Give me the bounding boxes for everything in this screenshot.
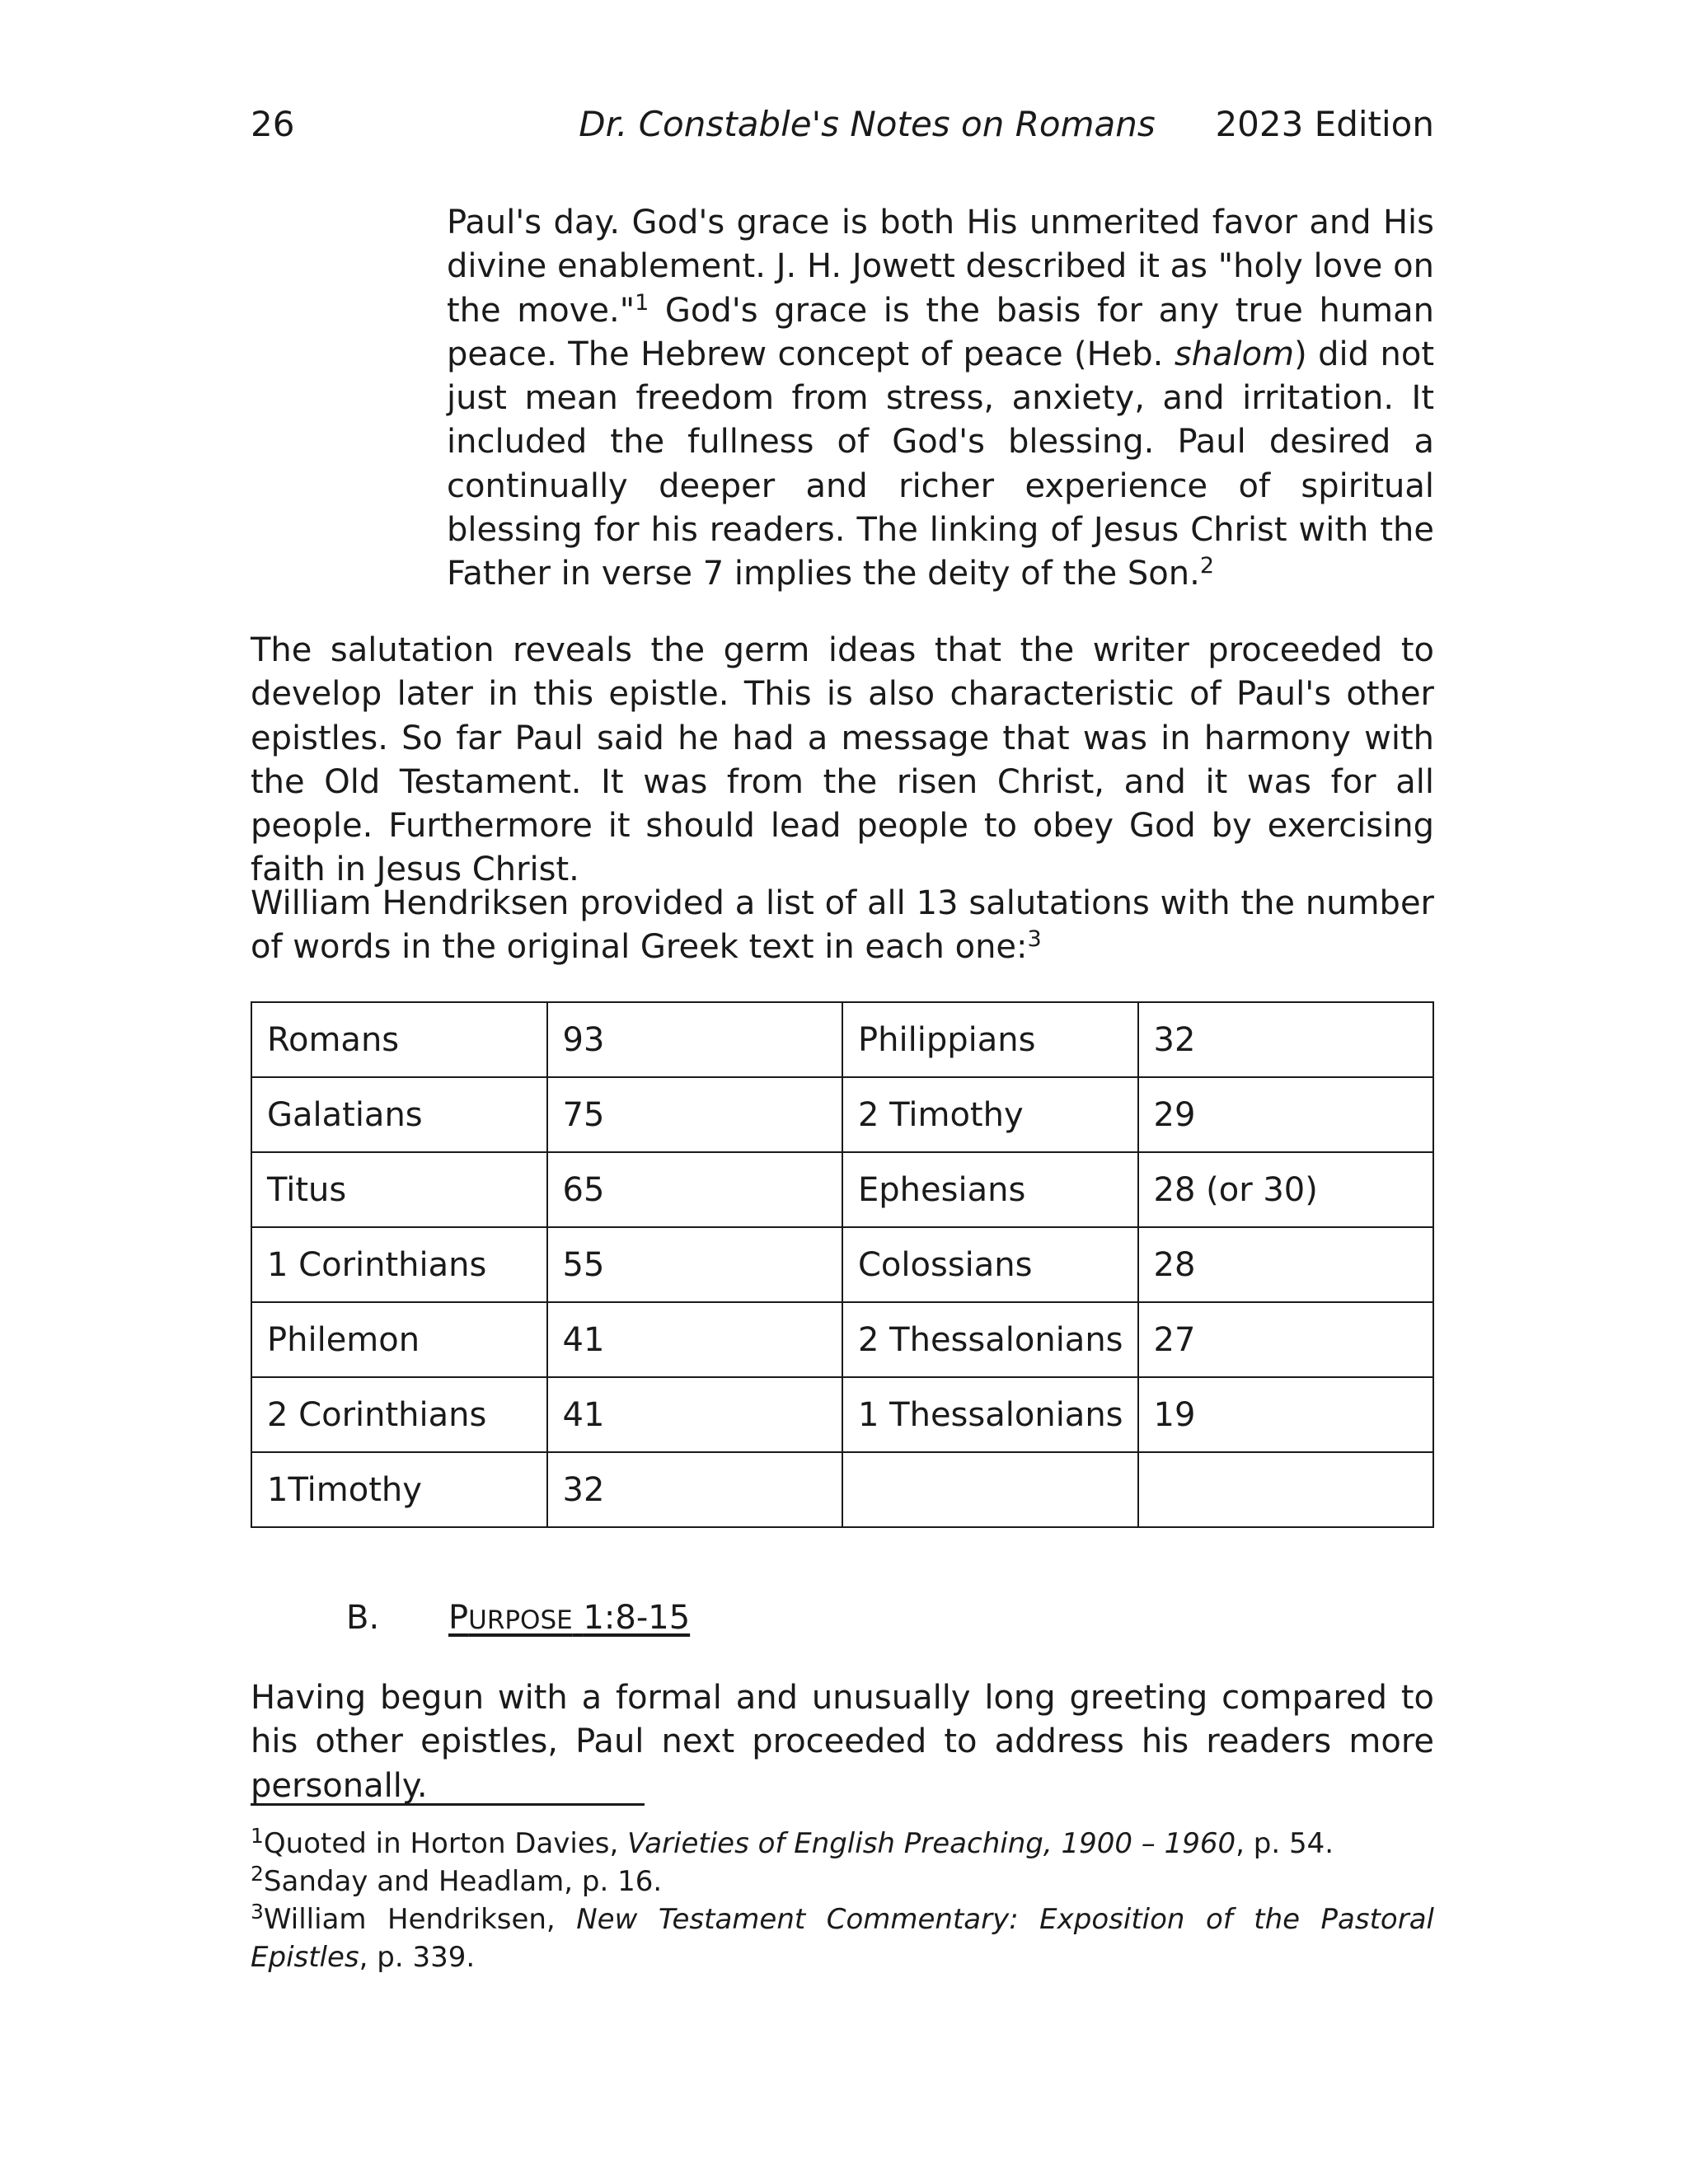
section-title-rest: URPOSE: [468, 1605, 573, 1635]
table-cell: 93: [547, 1002, 843, 1077]
table-cell: Romans: [251, 1002, 547, 1077]
quote-text-1: Paul's day. God's grace is both His unmerited favor and His divine enablement. J. H. Jowett described it as "holy love on the move.": [447, 204, 1434, 330]
table-cell: 2 Corinthians: [251, 1377, 547, 1452]
book-title: Dr. Constable's Notes on Romans: [579, 104, 1156, 144]
table-cell: Ephesians: [842, 1152, 1138, 1227]
footnote-divider: [251, 1803, 645, 1806]
table-cell: 55: [547, 1227, 843, 1302]
table-cell: 1 Corinthians: [251, 1227, 547, 1302]
block-quote: [447, 201, 1434, 597]
footnote-text: , p. 339.: [359, 1941, 476, 1974]
paragraph-hendriksen: [251, 882, 1434, 970]
edition-label: 2023 Edition: [1215, 104, 1434, 144]
table-cell: 75: [547, 1077, 843, 1152]
paragraph-purpose: Having begun with a formal and unusually long greeting compared to his other epistles, Paul next proceeded to address his readers more personally.: [251, 1679, 1434, 1805]
footnote-text: William Hendriksen,: [263, 1903, 577, 1936]
section-reference: 1:8-15: [583, 1599, 691, 1637]
table-cell: 65: [547, 1152, 843, 1227]
section-letter: B.: [346, 1599, 380, 1637]
footnote-2: [251, 1863, 1434, 1900]
paragraph-hendriksen-text: William Hendriksen provided a list of all 13 salutations with the number of words in the original Greek text in each one:: [251, 884, 1434, 967]
page-number: 26: [251, 104, 295, 144]
footnote-ref-1[interactable]: 1: [635, 289, 649, 316]
table-row: [251, 1302, 1433, 1377]
table-cell: [1138, 1452, 1434, 1527]
footnote-number: 2: [251, 1862, 264, 1886]
table-cell: 1Timothy: [251, 1452, 547, 1527]
quote-text-2: God's grace is the basis for any true human peace. The Hebrew concept of peace (Heb.: [447, 291, 1434, 373]
table-cell: Colossians: [842, 1227, 1138, 1302]
section-title-cap: P: [448, 1599, 469, 1637]
table-cell: 32: [547, 1452, 843, 1527]
footnote-number: 3: [251, 1900, 264, 1924]
table-row: [251, 1002, 1433, 1077]
table-cell: 41: [547, 1377, 843, 1452]
table-cell: 28: [1138, 1227, 1434, 1302]
table-row: [251, 1227, 1433, 1302]
footnote-text: Quoted in Horton Davies,: [263, 1827, 628, 1860]
footnote-work-title: Varieties of English Preaching, 1900 – 1960: [627, 1827, 1236, 1860]
table-row: [251, 1377, 1433, 1452]
footnote-text: , p. 54.: [1236, 1827, 1334, 1860]
table-cell: 28 (or 30): [1138, 1152, 1434, 1227]
footnote-ref-3[interactable]: 3: [1027, 926, 1042, 953]
footnote-number: 1: [251, 1824, 264, 1848]
section-heading: [346, 1597, 690, 1641]
table-cell: 1 Thessalonians: [842, 1377, 1138, 1452]
footnote-1: [251, 1825, 1434, 1863]
table-cell: 2 Timothy: [842, 1077, 1138, 1152]
table-cell: Philemon: [251, 1302, 547, 1377]
table-cell: 27: [1138, 1302, 1434, 1377]
footnote-ref-2[interactable]: 2: [1199, 553, 1215, 579]
table-cell: 29: [1138, 1077, 1434, 1152]
table-cell: 41: [547, 1302, 843, 1377]
table-row: [251, 1152, 1433, 1227]
table-cell: Galatians: [251, 1077, 547, 1152]
running-header: [251, 104, 1434, 145]
table-row: [251, 1452, 1433, 1527]
footnote-text: Sanday and Headlam, p. 16.: [263, 1865, 663, 1898]
paragraph-salutation: The salutation reveals the germ ideas that the writer proceeded to develop later in this epistle. This is also characteristic of Paul's other epistles. So far Paul said he had a message that was in harmony with the Old Testament. It was from the risen Christ, and it was for all people. Furthermore it should lead people to obey God by exercising faith in Jesus Christ.: [251, 631, 1434, 889]
table-cell: 2 Thessalonians: [842, 1302, 1138, 1377]
table-cell: 32: [1138, 1002, 1434, 1077]
quote-text-3: ) did not just mean freedom from stress, anxiety, and irritation. It included the fullness of God's blessing. Paul desired a continually deeper and richer experience of spiritual blessing for his readers. The linking of Jesus Christ with the Father in verse 7 implies the deity of the Son.: [447, 335, 1434, 593]
salutations-table: [251, 1001, 1434, 1528]
footnote-3: [251, 1900, 1434, 1976]
table-cell: Philippians: [842, 1002, 1138, 1077]
footnotes: [251, 1825, 1434, 1976]
quote-italic-word: shalom: [1174, 335, 1295, 373]
table-cell: Titus: [251, 1152, 547, 1227]
table-cell: 19: [1138, 1377, 1434, 1452]
footnote-work-title: New Testament Commentary: Exposition of the Pastoral Epistles: [251, 1903, 1434, 1974]
table-row: [251, 1077, 1433, 1152]
table-cell: [842, 1452, 1138, 1527]
